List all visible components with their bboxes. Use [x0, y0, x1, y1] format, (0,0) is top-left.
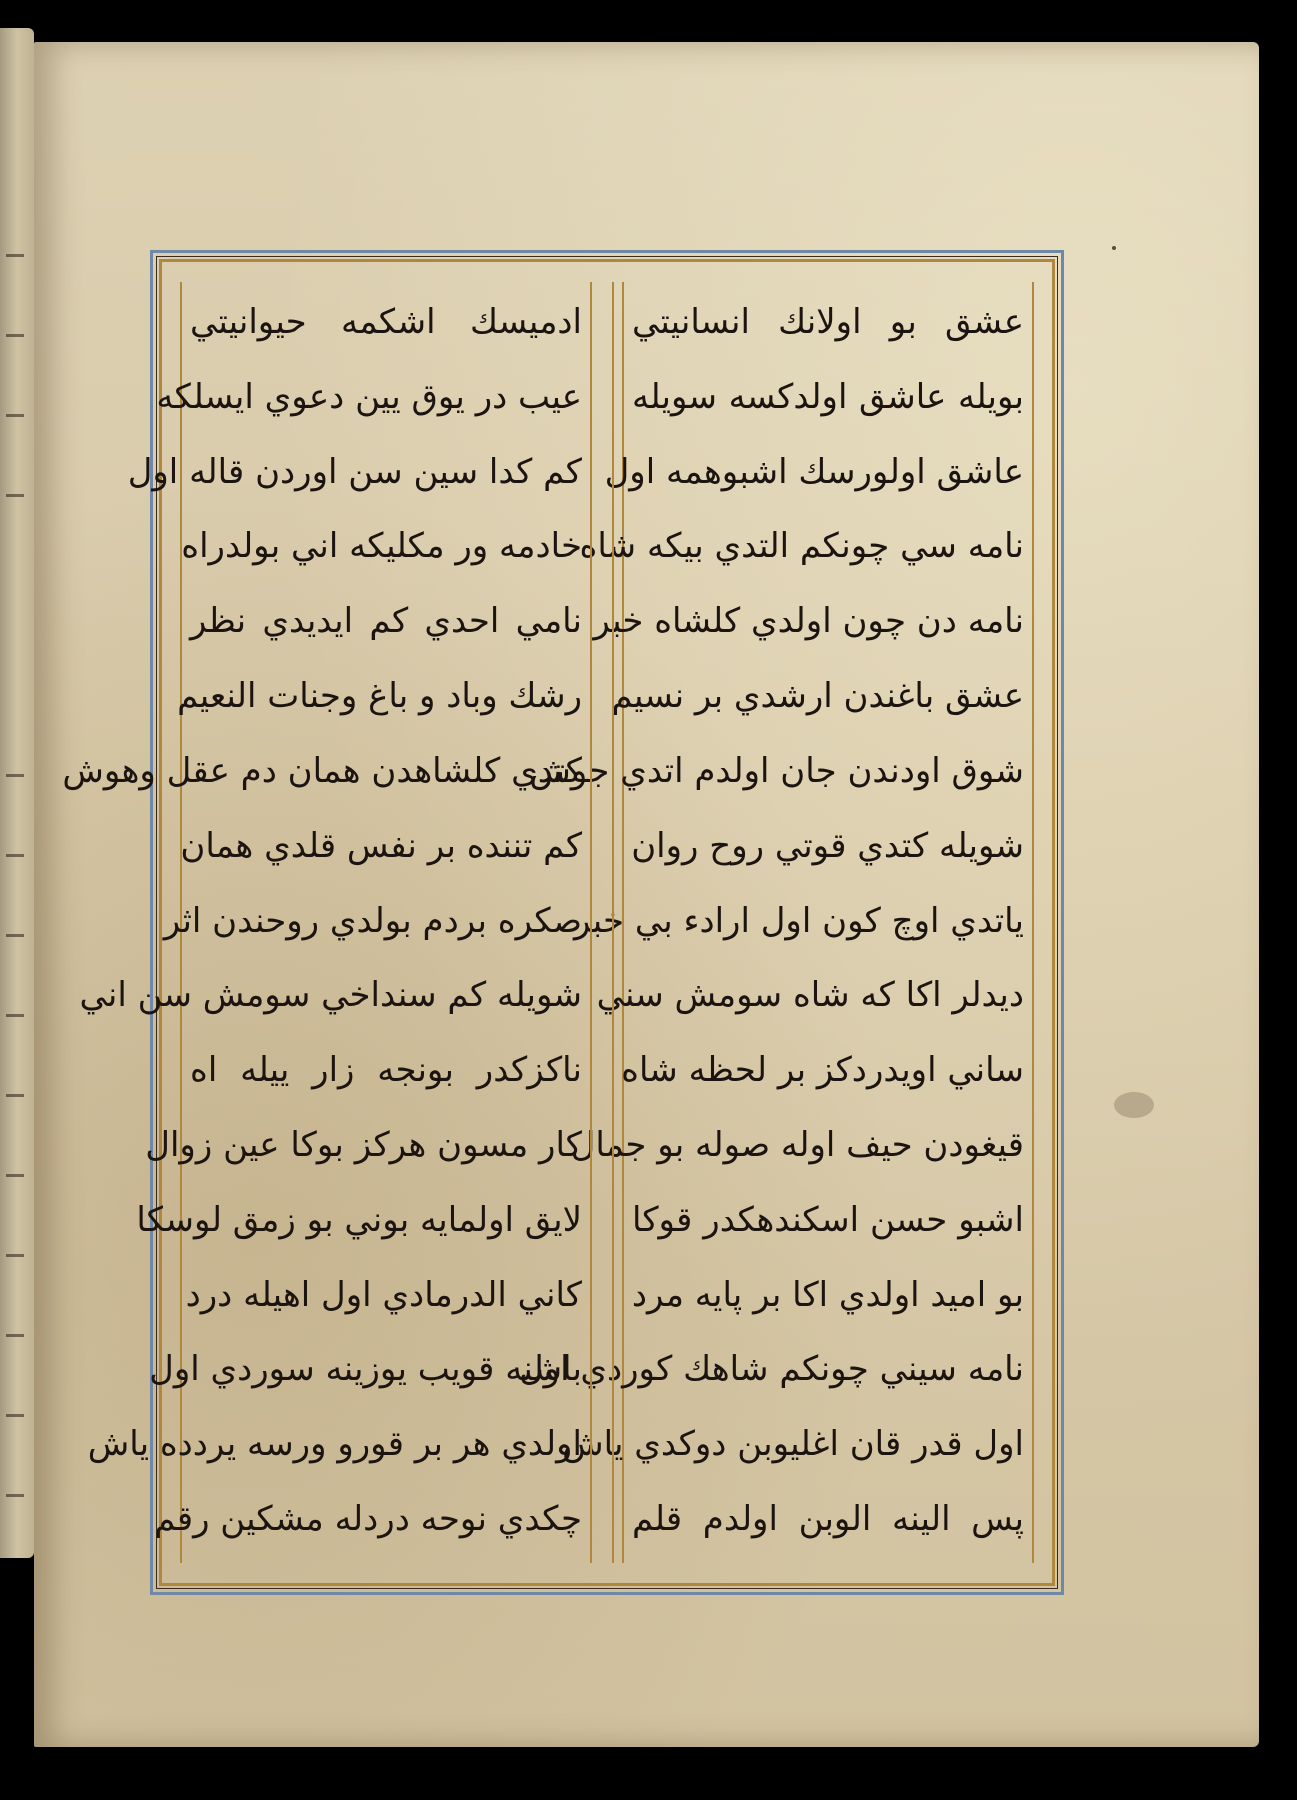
verse-column-left: [62, 282, 592, 1563]
verse-line: چكدي نوحه دردله مشكين رقم: [154, 1499, 582, 1539]
verse-line: پس الينه الوبن اولدم قلم: [632, 1499, 1024, 1539]
verse-line: كم كدا سين سن اوردن قاله اول: [127, 451, 582, 492]
verse-line: نامه دن چون اولدي كلشاه خبر: [593, 601, 1024, 642]
verse-column-right: [518, 282, 1034, 1563]
text-frame: [62, 250, 1064, 1595]
verse-line: قيغودن حيف اوله صوله بو جمال: [570, 1124, 1024, 1165]
verse-line: عشق بو اولانك انسانيتي: [632, 302, 1024, 342]
verse-line: نامه سيني چونكم شاهك كوردي اول: [518, 1349, 1024, 1390]
verse-line: كتدي كلشاهدن همان دم عقل وهوش: [62, 750, 582, 791]
verse-line: عشق باغندن ارشدي بر نسيم: [611, 676, 1024, 717]
facing-page-edge: [0, 28, 34, 1558]
verse-line: صكره بردم بولدي روحندن اثر: [163, 900, 582, 941]
verse-line: باشنه قويب يوزينه سوردي اول: [149, 1349, 582, 1390]
verse-line: نامي احدي كم ايديدي نظر: [190, 601, 582, 642]
verse-line: نامه سي چونكم التدي بيكه شاه: [579, 526, 1024, 567]
verse-line: ساني اويدردكز بر لحظه شاه: [621, 1050, 1024, 1091]
verse-line: اول قدر قان اغليوبن دوكدي ياش: [562, 1424, 1024, 1465]
verse-line: كم تننده بر نفس قلدي همان: [180, 825, 582, 866]
paper-stain: [1114, 1092, 1154, 1118]
verse-line: اولدي هر بر قورو ورسه يردده ياش: [87, 1424, 582, 1465]
verse-line: اشبو حسن اسكندهكدر قوكا: [632, 1199, 1024, 1240]
verse-line: عاشق اولورسك اشبوهمه اول: [604, 451, 1024, 492]
ink-speck: [1112, 246, 1116, 250]
verse-line: كاني الدرمادي اول اهيله درد: [185, 1274, 582, 1315]
verse-line: كار مسون هركز بوكا عين زوال: [145, 1124, 582, 1165]
verse-line: ديدلر اكا كه شاه سومش سني: [596, 975, 1024, 1016]
verse-line: ناكزكدر بونجه زار ييله اه: [190, 1050, 582, 1091]
verse-line: شويله كتدي قوتي روح روان: [631, 825, 1024, 866]
verse-line: ياتدي اوچ كون اول ارادء بي خبر: [574, 900, 1024, 941]
manuscript-folio: [34, 42, 1259, 1747]
verse-line: رشك وباد و باغ وجنات النعيم: [177, 676, 582, 717]
verse-line: شويله كم سنداخي سومش سن اني: [79, 975, 582, 1016]
verse-line: خادمه ور مكليكه اني بولدراه: [181, 526, 582, 567]
verse-line: ادميسك اشكمه حيوانيتي: [190, 302, 582, 342]
verse-line: لايق اولمايه بوني بو زمق لوسكا: [136, 1199, 582, 1240]
verse-line: بو اميد اولدي اكا بر پايه مرد: [631, 1274, 1024, 1315]
gold-ruling: [62, 259, 1055, 1586]
verse-line: شوق اودندن جان اولدم اتدي جوش: [529, 750, 1024, 791]
verse-line: بويله عاشق اولدكسه سويله: [632, 376, 1024, 417]
column-divider: [612, 282, 614, 1563]
verse-line: عيب در يوق يين دعوي ايسلكه: [156, 376, 582, 417]
